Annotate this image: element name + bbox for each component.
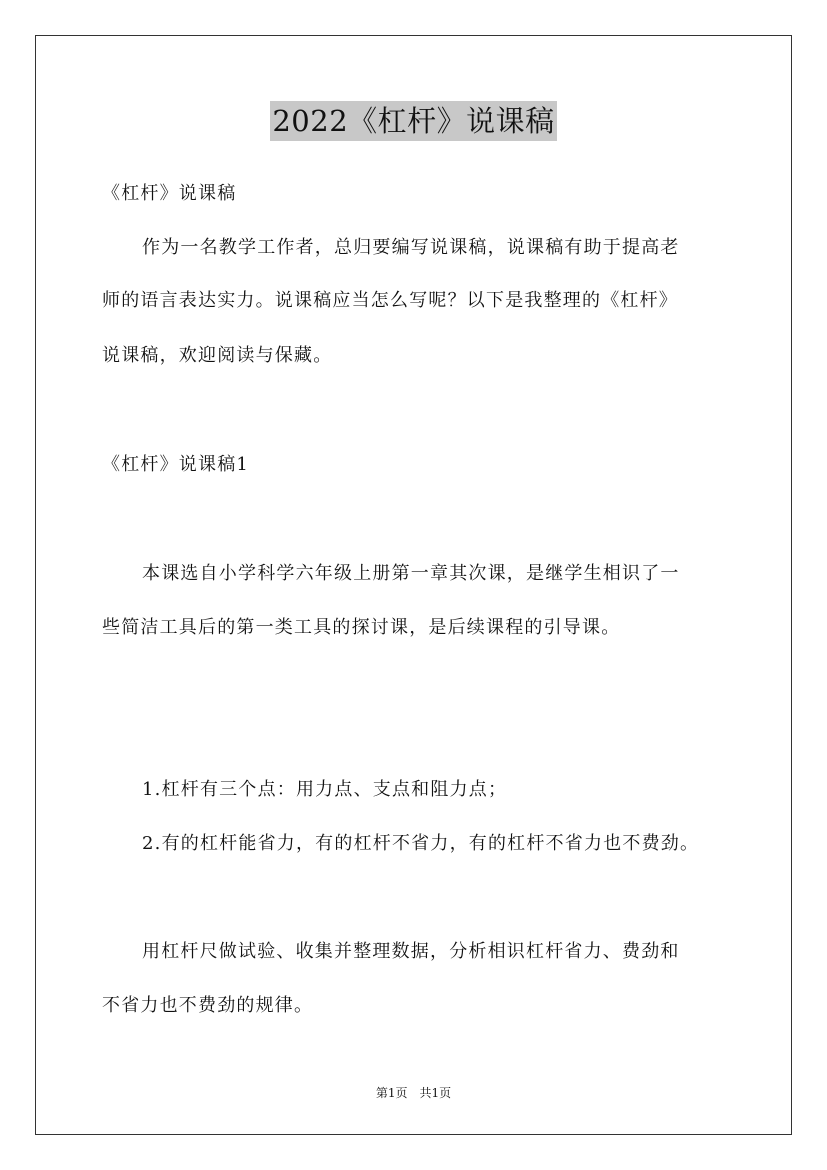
- list-item: 1.杠杆有三个点：用力点、支点和阻力点；: [142, 779, 508, 800]
- document-title: 2022《杠杆》说课稿: [270, 101, 556, 141]
- paragraph-line: 用杠杆尺做试验、收集并整理数据，分析相识杠杆省力、费劲和: [142, 941, 680, 962]
- section-heading: 《杠杆》说课稿1: [102, 454, 250, 475]
- paragraph-line: 作为一名教学工作者，总归要编写说课稿，说课稿有助于提高老: [142, 237, 680, 258]
- paragraph-line: 些简洁工具后的第一类工具的探讨课，是后续课程的引导课。: [102, 617, 621, 638]
- list-item: 2.有的杠杆能省力，有的杠杆不省力，有的杠杆不省力也不费劲。: [142, 833, 700, 854]
- paragraph-line: 本课选自小学科学六年级上册第一章其次课，是继学生相识了一: [142, 563, 680, 584]
- paragraph-line: 说课稿，欢迎阅读与保藏。: [102, 345, 333, 366]
- title-container: [0, 101, 827, 141]
- paragraph-line: 师的语言表达实力。说课稿应当怎么写呢？以下是我整理的《杠杆》: [102, 290, 678, 311]
- subtitle: 《杠杆》说课稿: [102, 183, 237, 204]
- paragraph-line: 不省力也不费劲的规律。: [102, 995, 314, 1016]
- page-footer: 第1页 共1页: [375, 1086, 452, 1100]
